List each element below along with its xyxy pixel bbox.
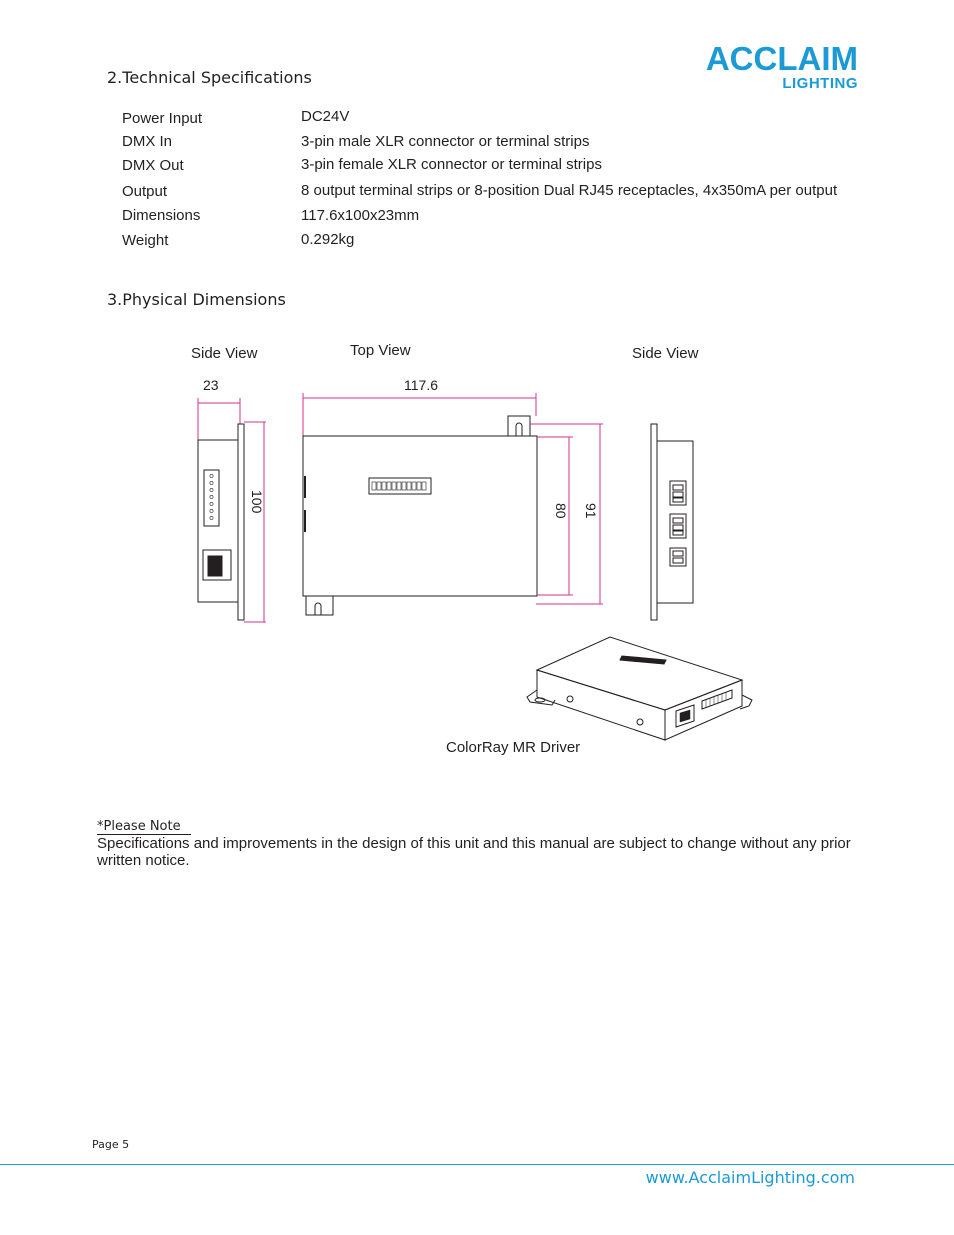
dim-117-label: 117.6 [404, 377, 438, 393]
dim-80-label: 80 [553, 503, 569, 519]
physical-dimensions-title: 3.Physical Dimensions [107, 290, 286, 309]
top-view [303, 377, 603, 615]
logo-line2: LIGHTING [782, 75, 858, 92]
right-side-view [651, 424, 693, 620]
logo-line1: ACCLAIM [705, 40, 858, 77]
spec-label-dmx-out: DMX Out [122, 157, 184, 174]
spec-label-output: Output [122, 183, 168, 200]
spec-value-dmx-out: 3-pin female XLR connector or terminal strips [301, 156, 602, 173]
tech-specs-title: 2.Technical Specifications [107, 68, 312, 87]
website-link[interactable]: www.AcclaimLighting.com [645, 1168, 855, 1187]
top-view-label: Top View [350, 342, 411, 359]
dim-23-label: 23 [203, 377, 219, 393]
spec-value-dimensions: 117.6x100x23mm [301, 207, 420, 224]
spec-value-dmx-in: 3-pin male XLR connector or terminal strips [301, 133, 590, 150]
footer-divider [0, 1164, 954, 1165]
dim-91-label: 91 [583, 503, 599, 519]
note-body: Specifications and improvements in the design of this unit and this manual are subject to change without any prior written notice. [97, 835, 851, 869]
spec-label-dimensions: Dimensions [122, 207, 201, 224]
page-number: Page 5 [92, 1138, 130, 1151]
diagram-caption: ColorRay MR Driver [446, 739, 581, 756]
left-side-view [198, 377, 266, 622]
note-title: *Please Note [97, 819, 191, 835]
spec-value-weight: 0.292kg [301, 231, 355, 248]
dim-100-label: 100 [249, 490, 265, 514]
spec-label-dmx-in: DMX In [122, 133, 173, 150]
spec-label-power: Power Input [122, 110, 203, 127]
spec-value-output: 8 output terminal strips or 8-position Dual RJ45 receptacles, 4x350mA per output [301, 182, 838, 199]
spec-value-power: DC24V [301, 108, 350, 125]
side-view-right-label: Side View [632, 345, 699, 362]
isometric-view [527, 637, 752, 740]
spec-label-weight: Weight [122, 232, 169, 249]
side-view-left-label: Side View [191, 345, 258, 362]
